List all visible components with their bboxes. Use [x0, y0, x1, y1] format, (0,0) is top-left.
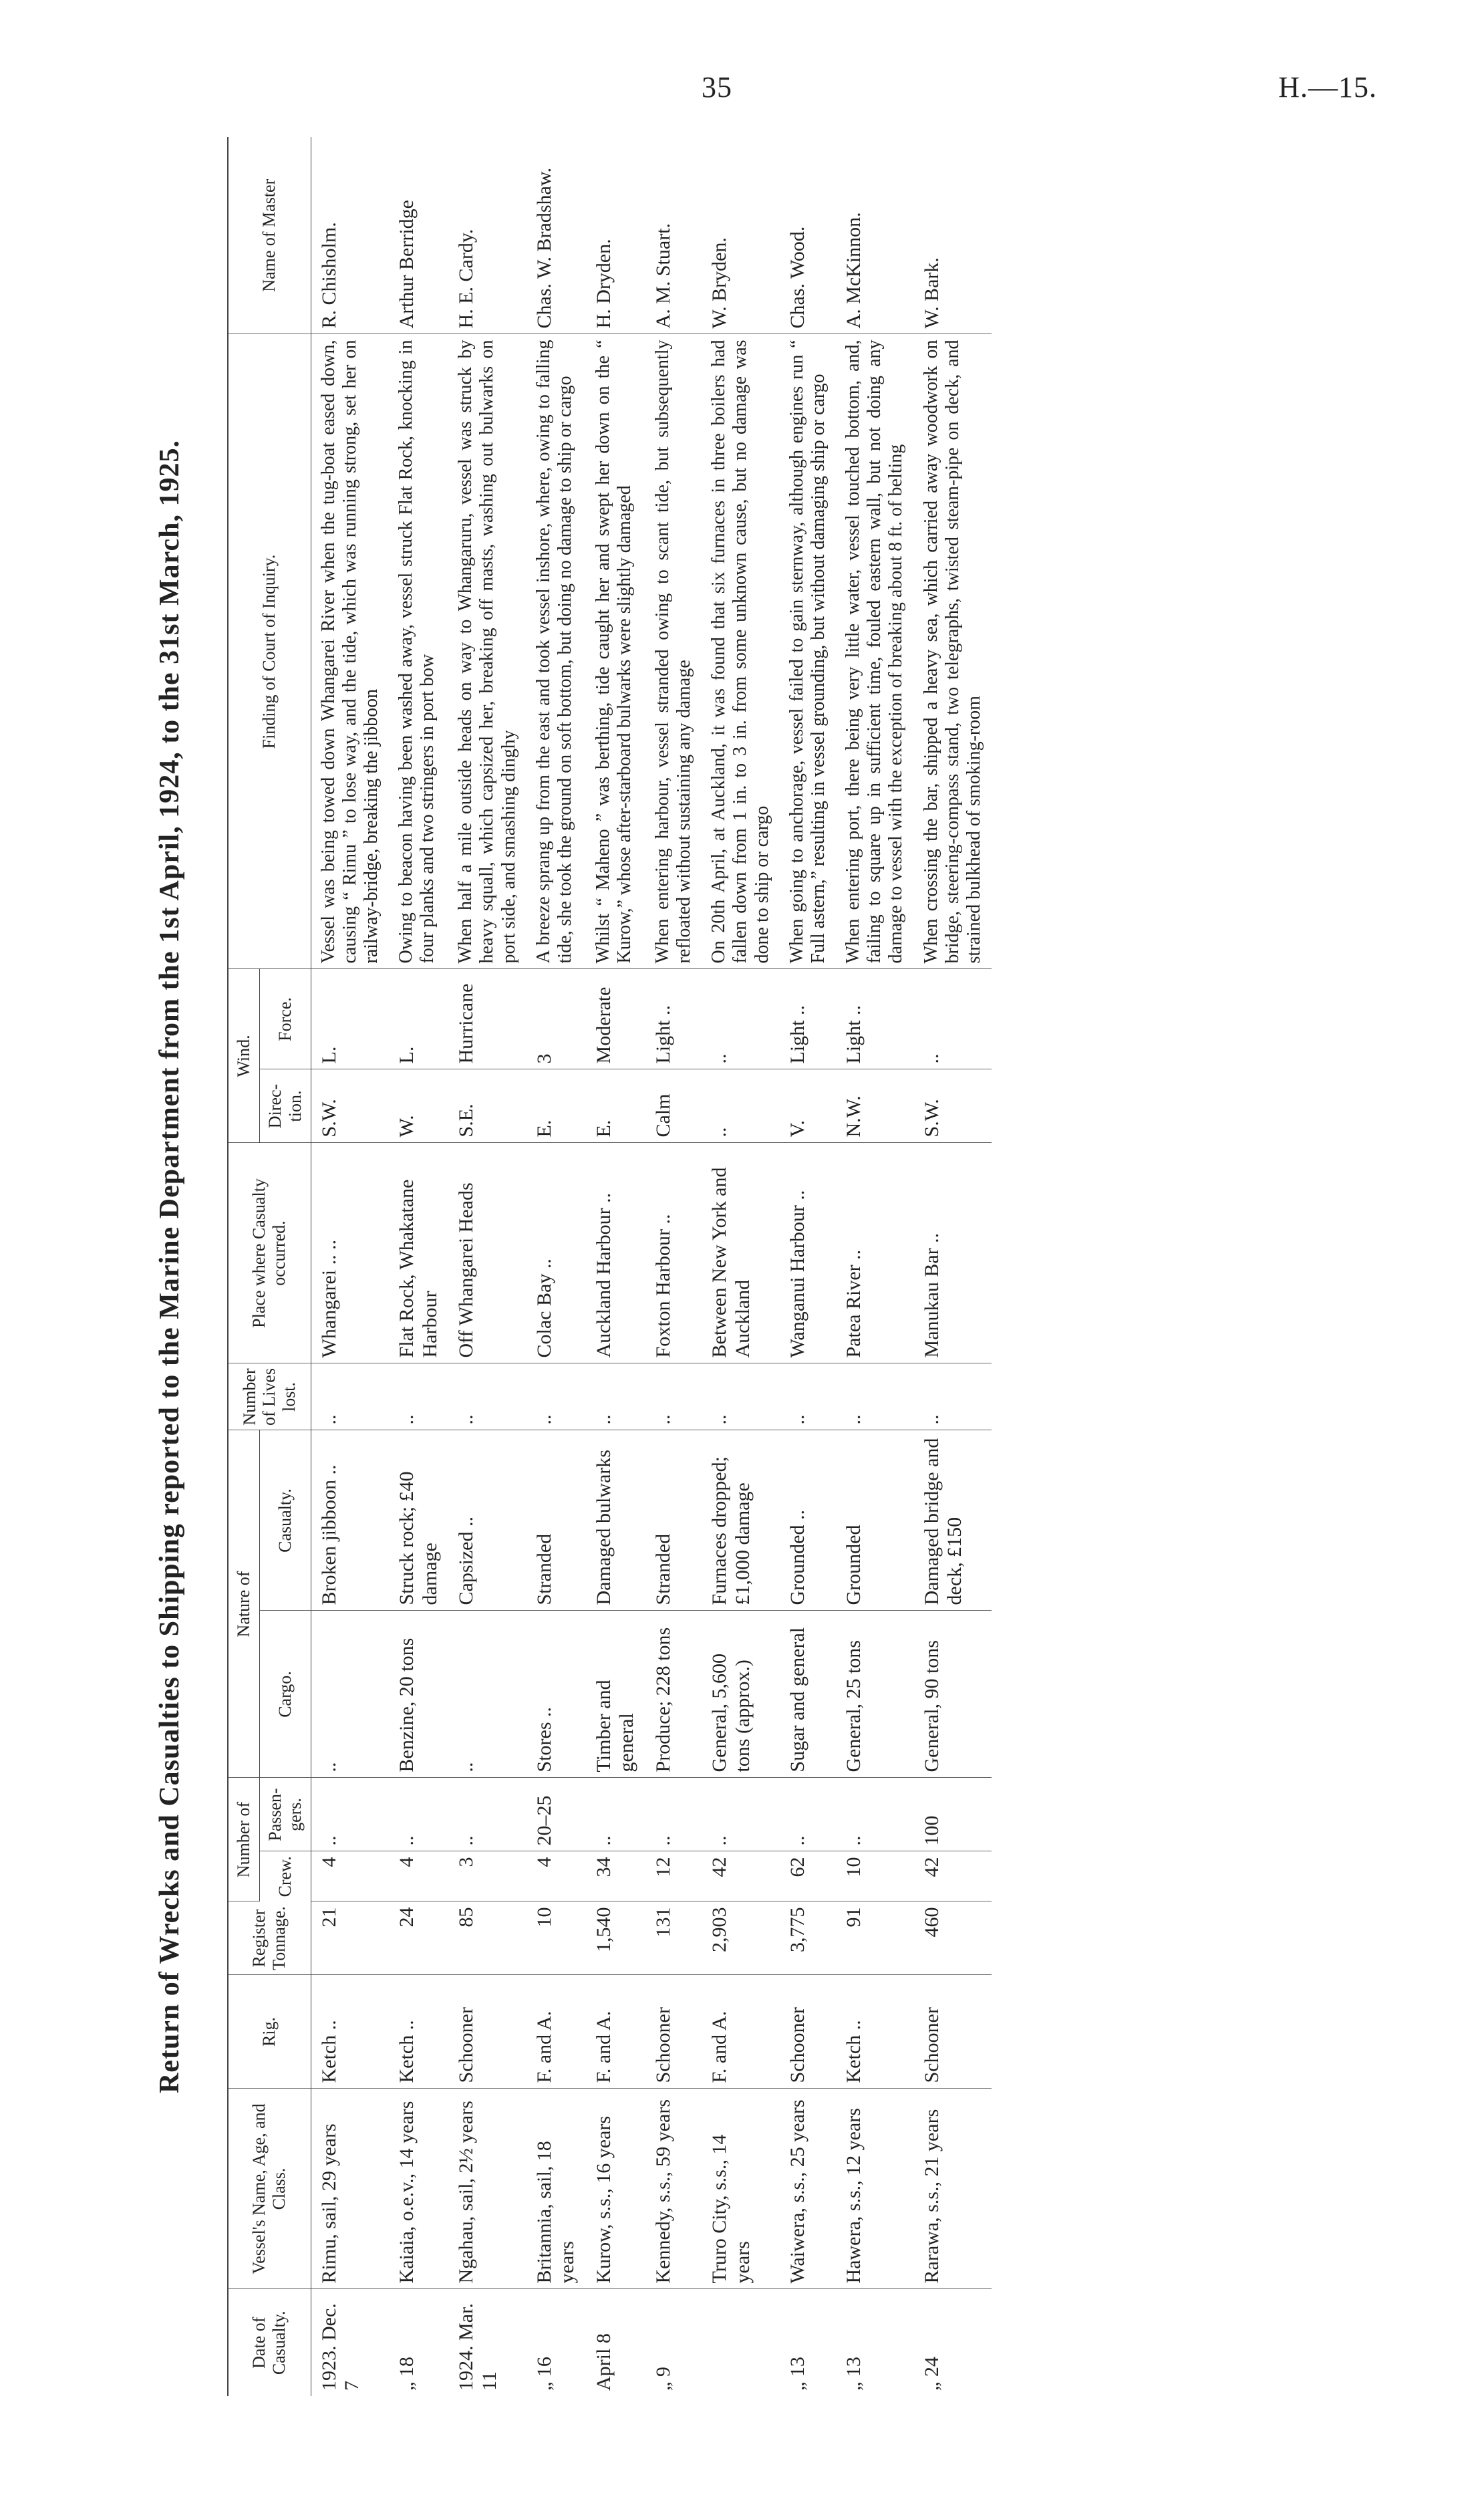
cell-finding: A breeze sprang up from the east and took vessel inshore, where, owing to falling tide, she took the ground on soft bottom, but doing no damage to ship or cargo: [527, 334, 586, 969]
table-row: [448, 137, 527, 2396]
col-header-date: Date of Casualty.: [228, 2289, 311, 2396]
cell-casualty: Broken jibboon ..: [311, 1430, 389, 1611]
cell-cargo: Benzine, 20 tons: [389, 1611, 448, 1778]
cell-finding: On 20th April, at Auckland, it was found that six furnaces in three boilers had fallen down from 1 in. to 3 in. from some unknown cause, but no damage was done to ship or cargo: [702, 334, 780, 969]
cell-lives-lost: ..: [448, 1363, 527, 1430]
cell-place: Colac Bay ..: [527, 1143, 586, 1363]
cell-crew: 12: [645, 1851, 702, 1901]
cell-tonnage: 3,775: [780, 1901, 836, 1975]
cell-cargo: ..: [448, 1611, 527, 1778]
cell-vessel: Kennedy, s.s., 59 years: [645, 2089, 702, 2289]
cell-direction: S.E.: [448, 1069, 527, 1143]
cell-force: ..: [702, 969, 780, 1069]
cell-casualty: Stranded: [645, 1430, 702, 1611]
cell-place: Manukau Bar ..: [914, 1143, 992, 1363]
cell-vessel: Truro City, s.s., 14 years: [702, 2089, 780, 2289]
cell-cargo: Timber and general: [586, 1611, 645, 1778]
page-title: Return of Wrecks and Casualties to Shipping reported to the Marine Department from the 1st April, 1924, to the 31st March, 1925.: [154, 439, 185, 2094]
cell-tonnage: 24: [389, 1901, 448, 1975]
cell-place: Patea River ..: [836, 1143, 914, 1363]
table-row: [836, 137, 914, 2396]
table-row: [527, 137, 586, 2396]
cell-tonnage: 1,540: [586, 1901, 645, 1975]
cell-date: 1923. Dec. 7: [317, 2303, 363, 2391]
cell-passengers: ..: [836, 1778, 914, 1851]
cell-vessel: Waiwera, s.s., 25 years: [780, 2089, 836, 2289]
cell-tonnage: 131: [645, 1901, 702, 1975]
col-header-nature-of: Nature of: [228, 1430, 259, 1778]
cell-passengers: ..: [645, 1778, 702, 1851]
cell-master: W. Bark.: [914, 137, 992, 334]
cell-crew: 34: [586, 1851, 645, 1901]
cell-rig: F. and A.: [527, 1975, 586, 2089]
cell-rig: Ketch ..: [836, 1975, 914, 2089]
col-header-direction: Direc-tion.: [259, 1069, 311, 1143]
cell-master: H. E. Cardy.: [448, 137, 527, 334]
page-number: 35: [702, 71, 732, 104]
cell-force: Light ..: [645, 969, 702, 1069]
cell-lives-lost: ..: [780, 1363, 836, 1430]
cell-direction: N.W.: [836, 1069, 914, 1143]
cell-cargo: Sugar and general: [780, 1611, 836, 1778]
cell-passengers: ..: [702, 1778, 780, 1851]
cell-date: April 8: [592, 2333, 615, 2391]
cell-tonnage: 460: [914, 1901, 992, 1975]
cell-passengers: 100: [914, 1778, 992, 1851]
cell-force: Light ..: [836, 969, 914, 1069]
cell-master: A. M. Stuart.: [645, 137, 702, 334]
cell-direction: E.: [527, 1069, 586, 1143]
cell-casualty: Stranded: [527, 1430, 586, 1611]
cell-force: 3: [527, 969, 586, 1069]
col-header-rig: Rig.: [228, 1975, 311, 2089]
cell-finding: When going to anchorage, vessel failed to gain sternway, although engines run “ Full astern,” resulting in vessel grounding, but without damaging ship or cargo: [780, 334, 836, 969]
cell-lives-lost: ..: [702, 1363, 780, 1430]
cell-direction: E.: [586, 1069, 645, 1143]
cell-rig: Schooner: [645, 1975, 702, 2089]
cell-passengers: ..: [780, 1778, 836, 1851]
cell-cargo: ..: [311, 1611, 389, 1778]
cell-master: A. McKinnon.: [836, 137, 914, 334]
cell-cargo: General, 25 tons: [836, 1611, 914, 1778]
cell-finding: When half a mile outside heads on way to Whangaruru, vessel was struck by heavy squall, which capsized her, breaking off masts, washing out bulwarks on port side, and smashing dinghy: [448, 334, 527, 969]
cell-casualty: Grounded: [836, 1430, 914, 1611]
cell-crew: 42: [914, 1851, 992, 1901]
cell-vessel: Hawera, s.s., 12 years: [836, 2089, 914, 2289]
cell-date: „ 18: [396, 2357, 418, 2391]
cell-lives-lost: ..: [914, 1363, 992, 1430]
table-row: [645, 137, 702, 2396]
table-row: [586, 137, 645, 2396]
cell-date: „ 9: [651, 2367, 674, 2391]
col-header-number-of: Number of: [228, 1778, 259, 1901]
cell-date: [702, 2289, 780, 2396]
cell-lives-lost: ..: [645, 1363, 702, 1430]
cell-crew: 4: [389, 1851, 448, 1901]
cell-passengers: ..: [311, 1778, 389, 1851]
cell-place: Flat Rock, Whakatane Harbour: [389, 1143, 448, 1363]
cell-master: Arthur Berridge: [389, 137, 448, 334]
col-header-finding: Finding of Court of Inquiry.: [228, 334, 311, 969]
cell-date: „ 16: [533, 2357, 555, 2391]
cell-lives-lost: ..: [586, 1363, 645, 1430]
cell-passengers: ..: [389, 1778, 448, 1851]
col-header-crew: Crew.: [259, 1851, 311, 1901]
table-body: [311, 137, 992, 2396]
cell-cargo: Produce; 228 tons: [645, 1611, 702, 1778]
cell-date: 1924. Mar. 11: [455, 2303, 500, 2391]
cell-casualty: Struck rock; £40 damage: [389, 1430, 448, 1611]
cell-rig: Ketch ..: [389, 1975, 448, 2089]
cell-rig: Schooner: [448, 1975, 527, 2089]
cell-place: Off Whangarei Heads: [448, 1143, 527, 1363]
cell-vessel: Ngahau, sail, 2½ years: [448, 2089, 527, 2289]
table-row: [914, 137, 992, 2396]
cell-crew: 4: [311, 1851, 389, 1901]
cell-place: Between New York and Auckland: [702, 1143, 780, 1363]
cell-finding: Owing to beacon having been washed away, vessel struck Flat Rock, knocking in four planks and two stringers in port bow: [389, 334, 448, 969]
cell-finding: When entering port, there being very little water, vessel touched bottom, and, failing to square up in sufficient time, fouled eastern wall, but not doing any damage to vessel with the exception of breaking about 8 ft. of belting: [836, 334, 914, 969]
col-header-lives-lost: Number of Lives lost.: [228, 1363, 311, 1430]
cell-date: „ 13: [843, 2357, 865, 2391]
cell-place: Wanganui Harbour ..: [780, 1143, 836, 1363]
col-header-casualty: Casualty.: [259, 1430, 311, 1611]
cell-casualty: Damaged bridge and deck, £150: [914, 1430, 992, 1611]
cell-force: ..: [914, 969, 992, 1069]
col-header-master: Name of Master: [228, 137, 311, 334]
cell-tonnage: 10: [527, 1901, 586, 1975]
cell-direction: ..: [702, 1069, 780, 1143]
cell-tonnage: 2,903: [702, 1901, 780, 1975]
cell-master: R. Chisholm.: [311, 137, 389, 334]
cell-crew: 4: [527, 1851, 586, 1901]
cell-lives-lost: ..: [311, 1363, 389, 1430]
cell-casualty: Damaged bulwarks: [586, 1430, 645, 1611]
cell-vessel: Kurow, s.s., 16 years: [586, 2089, 645, 2289]
cell-passengers: 20–25: [527, 1778, 586, 1851]
cell-finding: When crossing the bar, shipped a heavy sea, which carried away woodwork on bridge, steering-compass stand, two telegraphs, twisted steam-pipe on deck, and strained bulkhead of smoking-room: [914, 334, 992, 969]
cell-passengers: ..: [586, 1778, 645, 1851]
cell-force: L.: [311, 969, 389, 1069]
cell-master: Chas. W. Bradshaw.: [527, 137, 586, 334]
cell-direction: W.: [389, 1069, 448, 1143]
cell-passengers: ..: [448, 1778, 527, 1851]
col-header-passengers: Passen-gers.: [259, 1778, 311, 1851]
cell-vessel: Rimu, sail, 29 years: [311, 2089, 389, 2289]
cell-tonnage: 85: [448, 1901, 527, 1975]
cell-place: Auckland Harbour ..: [586, 1143, 645, 1363]
document-reference: H.—15.: [1278, 71, 1377, 104]
cell-rig: F. and A.: [586, 1975, 645, 2089]
cell-direction: S.W.: [311, 1069, 389, 1143]
cell-vessel: Kaiaia, o.e.v., 14 years: [389, 2089, 448, 2289]
cell-direction: V.: [780, 1069, 836, 1143]
cell-tonnage: 91: [836, 1901, 914, 1975]
cell-finding: When entering harbour, vessel stranded owing to scant tide, but subsequently refloated without sustaining any damage: [645, 334, 702, 969]
cell-lives-lost: ..: [836, 1363, 914, 1430]
cell-place: Whangarei .. ..: [311, 1143, 389, 1363]
cell-place: Foxton Harbour ..: [645, 1143, 702, 1363]
table-row: [702, 137, 780, 2396]
cell-lives-lost: ..: [527, 1363, 586, 1430]
casualties-table: [227, 137, 992, 2396]
cell-finding: Whilst “ Maheno ” was berthing, tide caught her and swept her down on the “ Kurow,” whose after-starboard bulwarks were slightly damaged: [586, 334, 645, 969]
cell-rig: Schooner: [780, 1975, 836, 2089]
cell-vessel: Britannia, sail, 18 years: [527, 2089, 586, 2289]
col-header-vessel: Vessel's Name, Age, and Class.: [228, 2089, 311, 2289]
cell-rig: F. and A.: [702, 1975, 780, 2089]
cell-force: Hurricane: [448, 969, 527, 1069]
cell-casualty: Capsized ..: [448, 1430, 527, 1611]
table-row: [389, 137, 448, 2396]
cell-finding: Vessel was being towed down Whangarei River when the tug-boat eased down, causing “ Rimu ” to lose way, and the tide, which was running strong, set her on railway-bridge, breaking the jibboon: [311, 334, 389, 969]
col-header-place: Place where Casualty occurred.: [228, 1143, 311, 1363]
cell-force: Light ..: [780, 969, 836, 1069]
cell-vessel: Rarawa, s.s., 21 years: [914, 2089, 992, 2289]
rotated-table-canvas: [154, 137, 1276, 2396]
col-header-cargo: Cargo.: [259, 1611, 311, 1778]
table-row: [311, 137, 389, 2396]
cell-rig: Schooner: [914, 1975, 992, 2089]
cell-force: Moderate: [586, 969, 645, 1069]
cell-rig: Ketch ..: [311, 1975, 389, 2089]
cell-date: „ 13: [786, 2357, 808, 2391]
cell-lives-lost: ..: [389, 1363, 448, 1430]
table-row: [780, 137, 836, 2396]
cell-date: „ 24: [920, 2357, 943, 2391]
cell-cargo: Stores ..: [527, 1611, 586, 1778]
cell-crew: 10: [836, 1851, 914, 1901]
cell-casualty: Furnaces dropped; £1,000 damage: [702, 1430, 780, 1611]
cell-master: H. Dryden.: [586, 137, 645, 334]
cell-tonnage: 21: [311, 1901, 389, 1975]
cell-force: L.: [389, 969, 448, 1069]
cell-crew: 62: [780, 1851, 836, 1901]
cell-cargo: General, 90 tons: [914, 1611, 992, 1778]
cell-direction: Calm: [645, 1069, 702, 1143]
cell-crew: 42: [702, 1851, 780, 1901]
cell-casualty: Grounded ..: [780, 1430, 836, 1611]
col-header-wind: Wind.: [228, 969, 259, 1143]
col-header-tonnage: Register Tonnage.: [228, 1901, 311, 1975]
cell-cargo: General, 5,600 tons (approx.): [702, 1611, 780, 1778]
cell-crew: 3: [448, 1851, 527, 1901]
col-header-force: Force.: [259, 969, 311, 1069]
cell-master: Chas. Wood.: [780, 137, 836, 334]
cell-direction: S.W.: [914, 1069, 992, 1143]
cell-master: W. Bryden.: [702, 137, 780, 334]
